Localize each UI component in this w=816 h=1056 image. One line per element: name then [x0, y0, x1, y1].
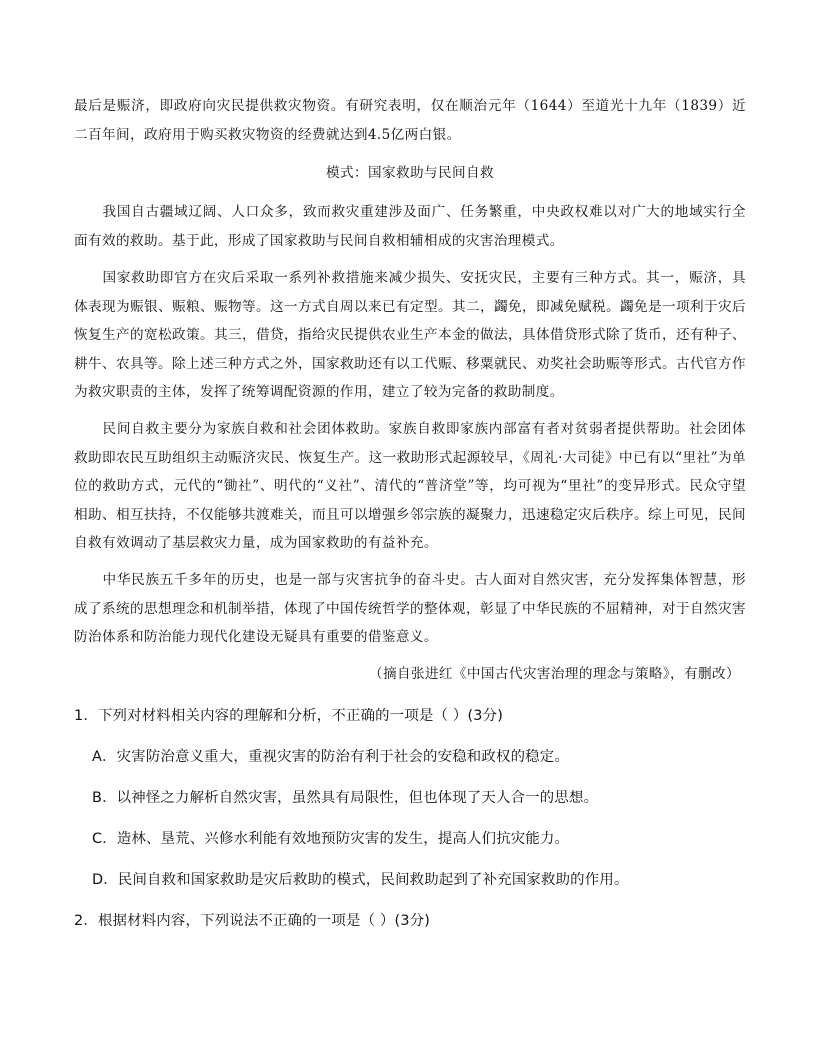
question-2-stem: 2．根据材料内容，下列说法不正确的一项是（ ）(3分)	[74, 913, 431, 929]
source-attribution: （摘自张进红《中国古代灾害治理的理念与策略》，有删改）	[368, 666, 740, 682]
question-1-stem: 1．下列对材料相关内容的理解和分析，不正确的一项是（ ）(3分)	[74, 708, 504, 724]
passage-paragraph-self-relief: 民间自救主要分为家族自救和社会团体救助。家族自救即家族内部富有者对贫弱者提供帮助。社会团体救助即农民互助组织主动赈济灾民、恢复生产。这一救助形式起源较早，《周礼·大司徒》中已有以“里社”为单位的救助方式，元代的“锄社”、明代的“义社”、清代的“普济堂”等，均可视为“里社”的变异形式。民众守望相助、相互扶持，不仅能够共渡难关，而且可以增强乡邻宗族的凝聚力，迅速稳定灾后秩序。综上可见，民间自救有效调动了基层救灾力量，成为国家救助的有益补充。	[74, 421, 746, 551]
question-1-option-d[interactable]: D．民间自救和国家救助是灾后救助的模式，民间救助起到了补充国家救助的作用。	[92, 872, 629, 888]
passage-paragraph-state-relief: 国家救助即官方在灾后采取一系列补救措施来减少损失、安抚灾民，主要有三种方式。其一，赈济，具体表现为赈银、赈粮、赈物等。这一方式自周以来已有定型。其二，蠲免，即减免赋税。蠲免是一项利于灾后恢复生产的宽松政策。其三，借贷，指给灾民提供农业生产本金的做法，具体借贷形式除了货币，还有种子、耕牛、农具等。除上述三种方式之外，国家救助还有以工代赈、移粟就民、劝奖社会助赈等形式。古代官方作为救灾职责的主体，发挥了统筹调配资源的作用，建立了较为完备的救助制度。	[74, 270, 746, 400]
question-1-option-b[interactable]: B．以神怪之力解析自然灾害，虽然具有局限性，但也体现了天人合一的思想。	[92, 790, 599, 806]
question-1-option-c[interactable]: C．造林、垦荒、兴修水利能有效地预防灾害的发生，提高人们抗灾能力。	[92, 831, 570, 847]
question-1-option-a[interactable]: A．灾害防治意义重大，重视灾害的防治有利于社会的安稳和政权的稳定。	[92, 749, 569, 765]
passage-paragraph-conclusion: 中华民族五千多年的历史，也是一部与灾害抗争的奋斗史。古人面对自然灾害，充分发挥集体智慧，形成了系统的思想理念和机制举措，体现了中国传统哲学的整体观，彰显了中华民族的不屈精神，对于自然灾害防治体系和防治能力现代化建设无疑具有重要的借鉴意义。	[74, 572, 746, 645]
section-heading: 模式：国家救助与民间自救	[326, 165, 494, 181]
passage-paragraph-relief: 最后是赈济，即政府向灾民提供救灾物资。有研究表明，仅在顺治元年（1644）至道光十九年（1839）近二百年间，政府用于购买救灾物资的经费就达到4.5亿两白银。	[74, 98, 746, 143]
passage-paragraph-mode: 我国自古疆域辽阔、人口众多，致而救灾重建涉及面广、任务繁重，中央政权难以对广大的地域实行全面有效的救助。基于此，形成了国家救助与民间自救相辅相成的灾害治理模式。	[74, 204, 746, 249]
